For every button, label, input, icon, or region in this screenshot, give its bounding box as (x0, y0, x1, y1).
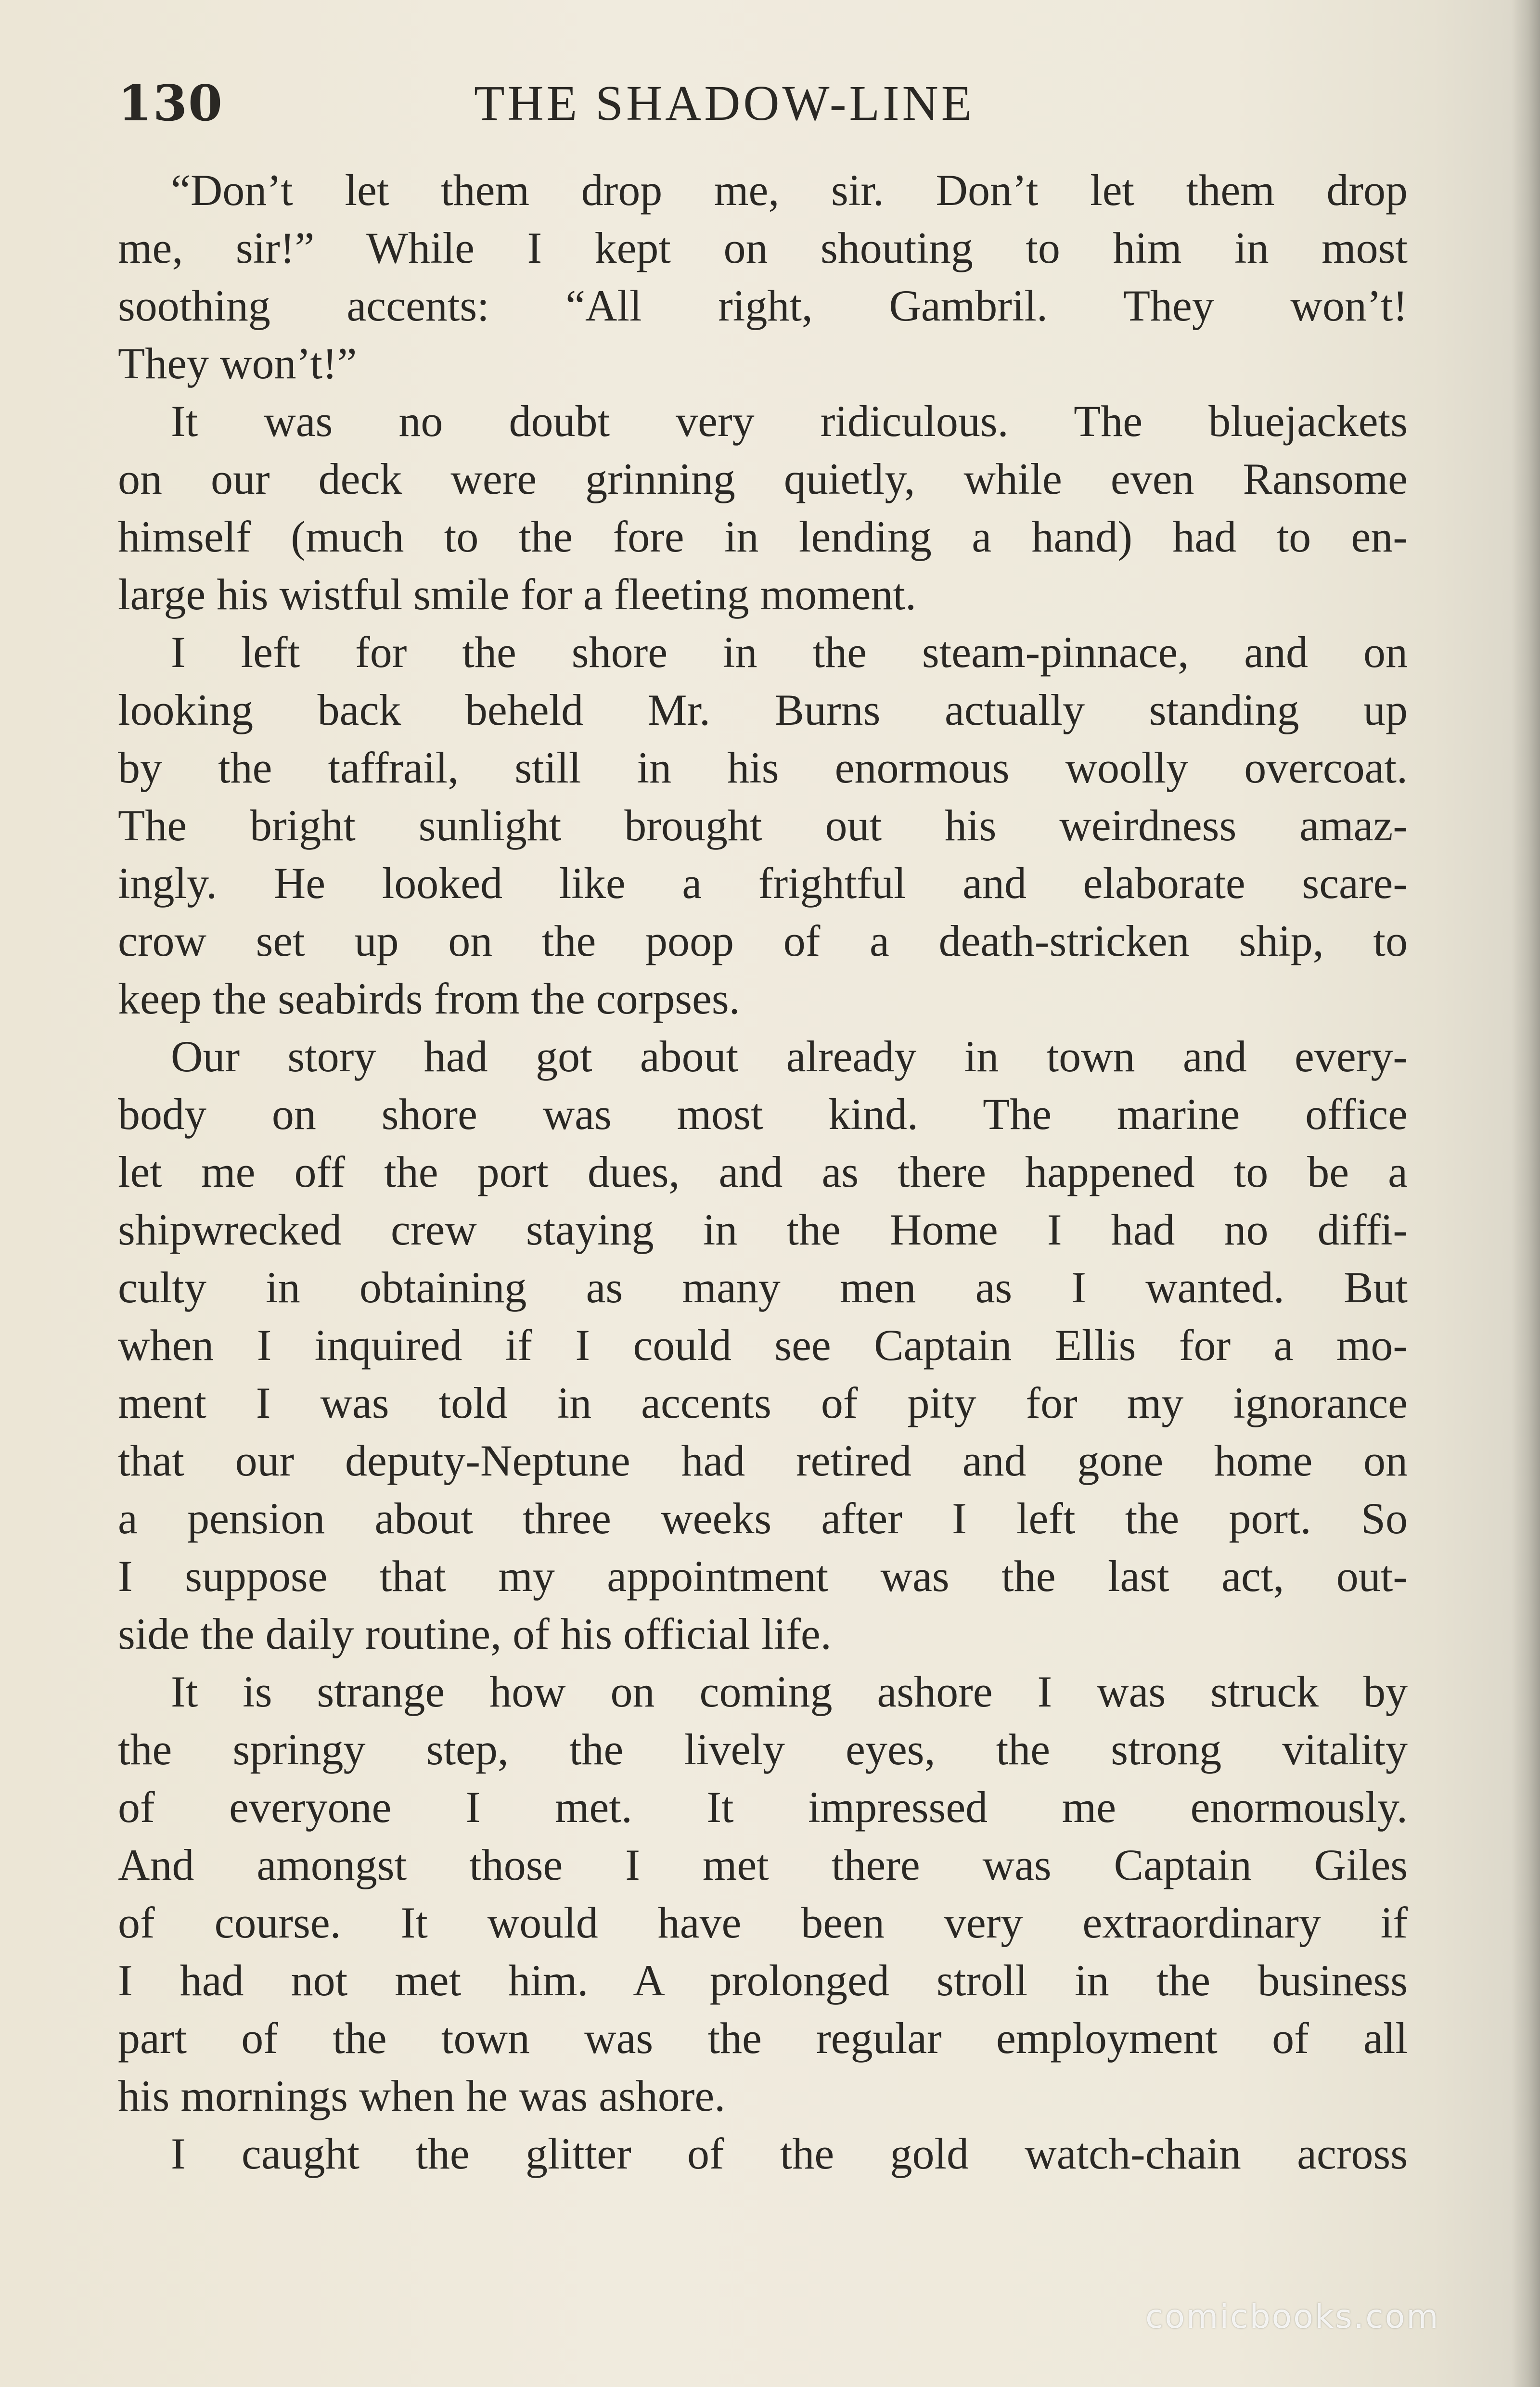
text-line: crow set up on the poop of a death-stricken ship, to (118, 916, 1408, 965)
text-line: soothing accents: “All right, Gambril. They won’t! (118, 281, 1408, 330)
text-line: me, sir!” While I kept on shouting to him in most (118, 223, 1408, 272)
text-line: It is strange how on coming ashore I was struck by (171, 1667, 1408, 1716)
page-number: 130 (118, 75, 223, 132)
page-edge-shadow (1511, 0, 1540, 2387)
text-line: when I inquired if I could see Captain Ellis for a mo- (118, 1321, 1408, 1370)
text-line: his mornings when he was ashore. (118, 2071, 726, 2120)
text-line: of everyone I met. It impressed me enormously. (118, 1783, 1408, 1832)
text-line: ment I was told in accents of pity for my ignorance (118, 1378, 1408, 1427)
text-line: I caught the glitter of the gold watch-chain across (171, 2129, 1408, 2178)
text-line: shipwrecked crew staying in the Home I had no diffi- (118, 1205, 1408, 1254)
text-line: himself (much to the fore in lending a hand) had to en- (118, 512, 1408, 561)
text-line: a pension about three weeks after I left the port. So (118, 1494, 1408, 1543)
text-line: side the daily routine, of his official life. (118, 1609, 832, 1658)
text-line: large his wistful smile for a fleeting moment. (118, 570, 917, 619)
text-line: that our deputy-Neptune had retired and gone home on (118, 1436, 1408, 1485)
text-line: The bright sunlight brought out his weirdness amaz- (118, 801, 1408, 850)
text-line: the springy step, the lively eyes, the strong vitality (118, 1725, 1408, 1774)
text-line: It was no doubt very ridiculous. The bluejackets (171, 397, 1408, 446)
text-line: culty in obtaining as many men as I wanted. But (118, 1263, 1408, 1312)
text-line: of course. It would have been very extraordinary if (118, 1898, 1408, 1947)
text-line: on our deck were grinning quietly, while even Ransome (118, 454, 1408, 503)
text-line: I left for the shore in the steam-pinnace, and on (171, 628, 1408, 677)
text-line: keep the seabirds from the corpses. (118, 974, 740, 1023)
text-line: by the taffrail, still in his enormous woolly overcoat. (118, 743, 1408, 792)
watermark: comicbooks.com (1145, 2298, 1440, 2336)
text-line: body on shore was most kind. The marine office (118, 1090, 1408, 1139)
text-line: Our story had got about already in town and every- (171, 1032, 1408, 1081)
page-header (118, 67, 1408, 140)
running-head: THE SHADOW-LINE (474, 76, 975, 131)
text-line: part of the town was the regular employment of all (118, 2014, 1408, 2063)
text-line: I had not met him. A prolonged stroll in the business (118, 1956, 1408, 2005)
text-line: looking back beheld Mr. Burns actually standing up (118, 685, 1408, 734)
text-line: I suppose that my appointment was the last act, out- (118, 1552, 1408, 1601)
text-line: And amongst those I met there was Captain Giles (118, 1840, 1408, 1889)
text-line: “Don’t let them drop me, sir. Don’t let them drop (171, 166, 1408, 215)
text-line: ingly. He looked like a frightful and elaborate scare- (118, 859, 1408, 908)
text-line: let me off the port dues, and as there happened to be a (118, 1147, 1408, 1196)
text-line: They won’t!” (118, 339, 357, 388)
body-text (118, 161, 1408, 2182)
